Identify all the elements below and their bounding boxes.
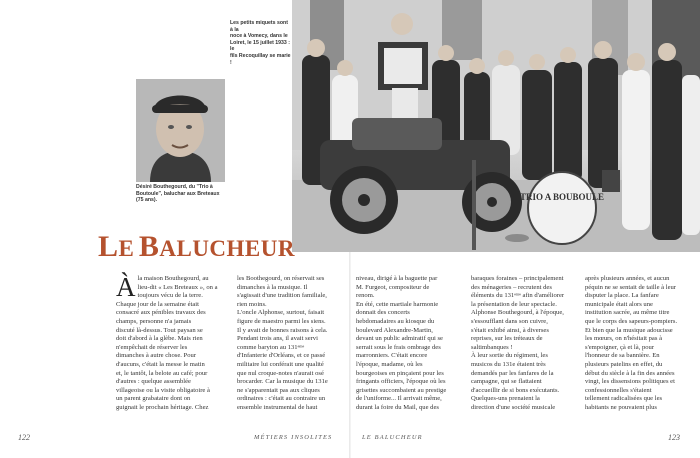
portrait-illustration bbox=[136, 79, 225, 182]
text-line: dimanches à la musique. Il bbox=[237, 283, 308, 291]
drop-cap: À bbox=[116, 272, 136, 302]
portrait-caption-line: Boutoule", baluchar aux Breteaux bbox=[136, 190, 220, 197]
text-line: tellement radicalisées que les bbox=[585, 395, 663, 403]
text-line: s'essoufflant dans son cuivre, bbox=[471, 317, 548, 325]
text-line: ensemble instrumental de haut bbox=[237, 403, 318, 411]
text-line: durant la foire du Mail, que des bbox=[356, 403, 439, 411]
page-number-right: 123 bbox=[668, 433, 680, 442]
text-line: rien moins. bbox=[237, 300, 267, 308]
text-line: baraques foraines – principalement bbox=[471, 275, 564, 282]
text-line: confessionnelles s'étaient bbox=[585, 386, 652, 394]
title-rest-1: E bbox=[118, 236, 135, 261]
text-column-4 bbox=[471, 275, 581, 413]
text-line: brocarder. Car la musique du 131e bbox=[237, 378, 328, 386]
text-line: n'empêchait de réserver les bbox=[116, 343, 188, 351]
photo-illustration bbox=[292, 0, 700, 252]
portrait-caption-line: Désiré Bouthegourd, du "Trio à bbox=[136, 184, 213, 190]
text-line: ordinaires : c'était au contraire un bbox=[237, 395, 326, 403]
drum-lettering: TRIO A BOUBOULE bbox=[519, 192, 605, 202]
photo-caption bbox=[230, 20, 292, 66]
text-line: dimanches à autre chose. Pour bbox=[116, 352, 197, 360]
text-line: champs, personne n'a jamais bbox=[116, 317, 192, 325]
title-rest-2: ALUCHEUR bbox=[159, 236, 295, 261]
photo-caption-line: noce à Vomecy, dans le bbox=[230, 33, 288, 40]
text-line: En été, cette martiale harmonie bbox=[356, 300, 439, 308]
text-line: s'était exhibé ainsi, à diverses bbox=[471, 326, 549, 334]
text-line: un parent grabataire dont on bbox=[116, 395, 191, 403]
text-line: début du siècle à la fin des années bbox=[585, 369, 675, 377]
text-line: renom. bbox=[356, 292, 375, 300]
title-initial-1: L bbox=[98, 230, 119, 263]
text-line: l'honneur de sa bannière. En bbox=[585, 352, 660, 360]
text-line: direction d'une société musicale bbox=[471, 403, 556, 411]
title-initial-2: B bbox=[138, 230, 160, 263]
text-line: vingt, les dissensions politiques et bbox=[585, 378, 675, 386]
text-line: villageoise ou la visite obligatoire à bbox=[116, 386, 210, 394]
photo-caption-line: Les petits miquets sont à la bbox=[230, 20, 288, 33]
text-line: demandés par les fanfares de la bbox=[471, 369, 554, 377]
text-line: les mœurs, on n'hésitait pas à bbox=[585, 335, 663, 343]
text-line: hebdomadaires au kiosque du bbox=[356, 317, 435, 325]
photo-caption-line: Loiret, le 15 juillet 1933 : le bbox=[230, 39, 290, 53]
text-line: militaire lui conférait une qualité bbox=[237, 360, 324, 368]
text-line: de l'uniforme... Il arrivait même, bbox=[356, 395, 442, 403]
text-line: disputer la place. La fanfare bbox=[585, 292, 659, 300]
page-number-left: 122 bbox=[18, 433, 30, 442]
text-line: institution sacrée, au même titre bbox=[585, 309, 670, 317]
text-line: Il y avait de bonnes raisons à cela. bbox=[237, 326, 328, 334]
text-line: grisettes succombaient au prestige bbox=[356, 386, 447, 394]
running-head-left: MÉTIERS INSOLITES bbox=[254, 434, 333, 441]
text-column-1 bbox=[116, 272, 234, 413]
text-line: M. Furgeot, compositeur de bbox=[356, 283, 430, 291]
text-line: comme baryton au 131ᵉᵐᵉ bbox=[237, 343, 305, 351]
text-line: s'empoigner, çà et là, pour bbox=[585, 343, 655, 351]
text-column-3 bbox=[356, 275, 466, 413]
text-line: la présentation de leur spectacle. bbox=[471, 300, 557, 308]
text-line: niveau, dirigé à la baguette par bbox=[356, 275, 438, 282]
photo-caption-line: fils Recoquillay se marie ! bbox=[230, 52, 291, 66]
text-line: que nul croque-notes n'aurait osé bbox=[237, 369, 324, 377]
running-head-right: LE BALUCHEUR bbox=[362, 434, 423, 441]
chapter-title bbox=[98, 230, 295, 264]
text-line: bourgeoises en pinçaient pour les bbox=[356, 369, 444, 377]
text-line: fringants officiers, l'époque où les bbox=[356, 378, 446, 386]
text-line: musicos du 131e étaient très bbox=[471, 360, 546, 368]
text-column-5 bbox=[585, 275, 697, 413]
text-line: Et bien que la musique adoucisse bbox=[585, 326, 673, 334]
text-line: guignait le prochain héritage. Chez bbox=[116, 403, 209, 411]
text-line: serrait sous le frais ombrage des bbox=[356, 343, 441, 351]
text-line: et, le tantôt, la belote au café; pour bbox=[116, 369, 208, 377]
text-line: habitants ne pouvaient plus bbox=[585, 403, 657, 411]
text-line: la maison Bouthegourd, au bbox=[137, 275, 209, 282]
text-line: d'accueillir de si bons exécutants. bbox=[471, 386, 560, 394]
portrait-caption bbox=[136, 184, 226, 204]
text-column-2 bbox=[237, 275, 347, 413]
text-line: que le corps des sapeurs-pompiers. bbox=[585, 317, 678, 325]
text-line: saltimbanques ! bbox=[471, 343, 513, 351]
text-line: donnait des concerts bbox=[356, 309, 410, 317]
text-line: après plusieurs années, et aucun bbox=[585, 275, 670, 282]
text-line: boulevard Alexandre-Martin, bbox=[356, 326, 433, 334]
text-line: Chaque jour de la semaine était bbox=[116, 300, 199, 308]
text-line: devant un public admiratif qui se bbox=[356, 335, 443, 343]
text-line: péquin ne se sentait de taille à leur bbox=[585, 283, 676, 291]
text-line: marronniers. C'était encore bbox=[356, 352, 428, 360]
text-line: discuté là-dessus. Tout paysan se bbox=[116, 326, 203, 334]
text-line: d'Infanterie d'Orléans, et ce passé bbox=[237, 352, 326, 360]
text-line: des ménageries – recrutent des bbox=[471, 283, 552, 291]
text-line: lieu-dit « Les Breteaux », on a bbox=[137, 283, 218, 291]
text-line: Pendant trois ans, il avait servi bbox=[237, 335, 318, 343]
text-line: ne s'apparentait pas aux cliques bbox=[237, 386, 320, 394]
text-line: Quelques-uns prenaient la bbox=[471, 395, 540, 403]
text-line: L'oncle Alphonse, surtout, faisait bbox=[237, 309, 325, 317]
text-line: toujours vécu de la terre. bbox=[137, 292, 203, 300]
portrait-photo bbox=[136, 79, 225, 182]
text-line: d'autres : quelque assemblée bbox=[116, 378, 191, 386]
text-line: figure de maestro parmi les siens. bbox=[237, 317, 326, 325]
text-line: À leur sortie du régiment, les bbox=[471, 352, 548, 360]
text-line: l'époque, madame, où les bbox=[356, 360, 423, 368]
text-line: consacré aux pénibles travaux des bbox=[116, 309, 206, 317]
wedding-band-photo bbox=[292, 0, 700, 252]
text-line: d'aucuns, c'était la messe le matin bbox=[116, 360, 205, 368]
portrait-caption-line: (75 ans). bbox=[136, 197, 158, 204]
text-line: Alphonse Bouthegourd, à l'époque, bbox=[471, 309, 564, 317]
text-line: reprises, sur les tréteaux de bbox=[471, 335, 543, 343]
text-line: éléments du 131ᵉᵐᵉ afin d'améliorer bbox=[471, 292, 565, 300]
text-line: s'agissait d'une tradition familiale, bbox=[237, 292, 327, 300]
text-line: les Boothegourd, on réservait ses bbox=[237, 275, 325, 282]
text-line: plusieurs patelins en effet, du bbox=[585, 360, 663, 368]
text-line: campagne, qui se flattaient bbox=[471, 378, 542, 386]
text-line: doit d'abord à la glèbe. Mais rien bbox=[116, 335, 203, 343]
text-line: municipale était alors une bbox=[585, 300, 653, 308]
